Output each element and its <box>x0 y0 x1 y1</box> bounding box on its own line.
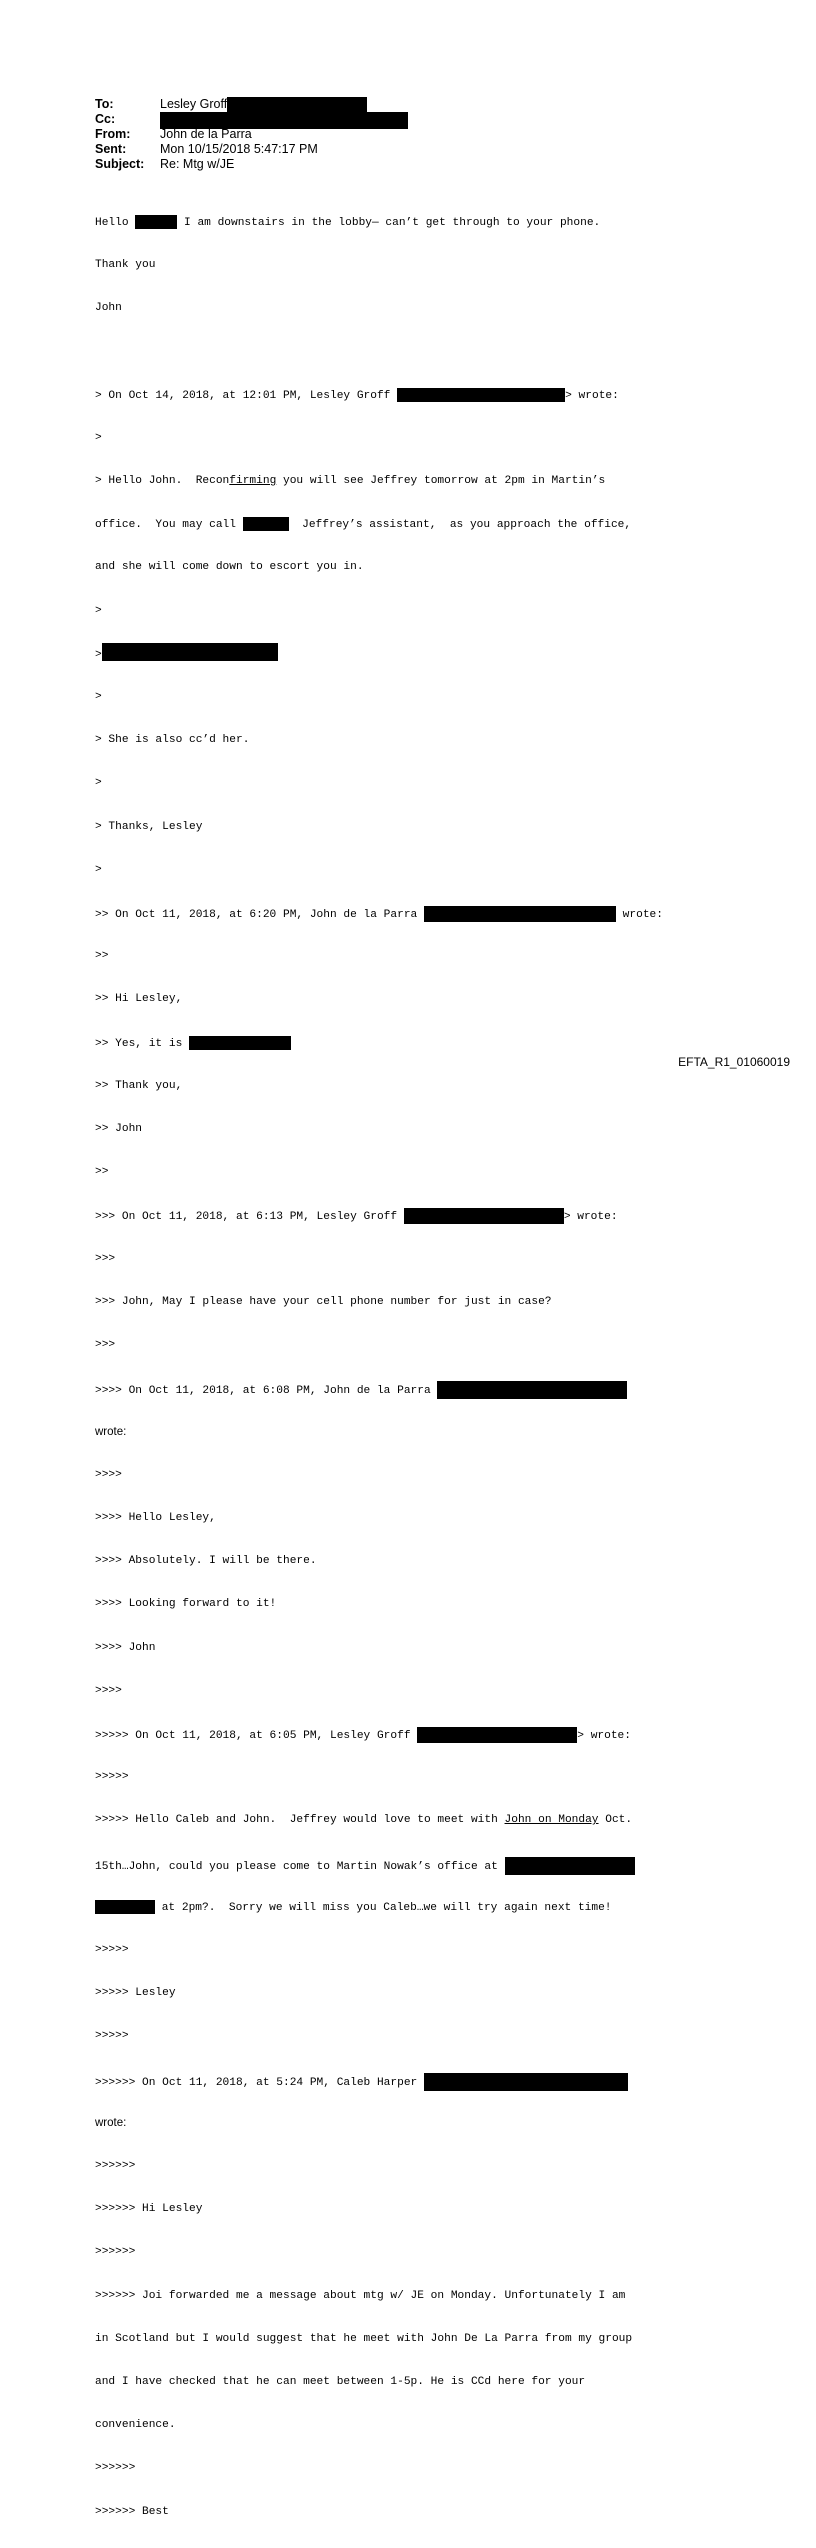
to-label: To: <box>95 97 114 111</box>
body-line: > <box>95 604 102 617</box>
body-text: >>>>> Hello Caleb and John. Jeffrey would love to meet with <box>95 1814 505 1827</box>
body-text: John on Monday <box>504 1814 599 1827</box>
body-line: John <box>95 302 122 315</box>
body-line: > <box>95 777 102 790</box>
body-text: > wrote: <box>563 1211 618 1224</box>
body-line: >>>>>> Joi forwarded me a message about mtg w/ JE on Monday. Unfortunately I am <box>95 2289 626 2302</box>
body-line: and she will come down to escort you in. <box>95 561 364 574</box>
body-line: >> Thank you, <box>95 1079 183 1092</box>
body-line: >>>> Absolutely. I will be there. <box>95 1555 317 1568</box>
body-line: wrote: <box>95 2116 127 2129</box>
body-text: > <box>95 648 102 661</box>
body-line: in Scotland but I would suggest that he meet with John De La Parra from my group <box>95 2332 633 2345</box>
body-line: >>>> Looking forward to it! <box>95 1598 277 1611</box>
body-line: convenience. <box>95 2419 176 2432</box>
body-line <box>95 388 663 402</box>
redaction <box>505 1857 635 1875</box>
to-name: Lesley Groff <box>160 97 228 111</box>
body-text: >> Yes, it is <box>95 1037 189 1050</box>
redaction <box>424 906 616 922</box>
body-line: and I have checked that he can meet between 1-5p. He is CCd here for your <box>95 2375 586 2388</box>
body-line <box>95 215 663 229</box>
body-line: >>> John, May I please have your cell phone number for just in case? <box>95 1295 552 1308</box>
redaction <box>404 1208 564 1224</box>
body-text: > wrote: <box>577 1729 631 1742</box>
blank-line <box>95 344 663 358</box>
redaction <box>102 643 278 661</box>
from-value: John de la Parra <box>160 127 252 141</box>
body-text: at 2pm?. Sorry we will miss you Caleb…we will try again next time! <box>155 1901 612 1914</box>
body-line: >>>>> <box>95 2030 129 2043</box>
document-id: EFTA_R1_01060019 <box>678 1055 790 1069</box>
to-value <box>160 97 367 112</box>
redaction <box>397 388 565 402</box>
from-label: From: <box>95 127 131 141</box>
body-text: >> On Oct 11, 2018, at 6:20 PM, John de la Parra <box>95 909 424 922</box>
body-line <box>95 2073 663 2087</box>
body-line: Thank you <box>95 259 156 272</box>
body-line <box>95 647 663 661</box>
body-text: 15th…John, could you please come to Martin Nowak’s office at <box>95 1860 505 1873</box>
subject-label: Subject: <box>95 157 145 171</box>
body-line <box>95 517 663 531</box>
body-text: >>>> On Oct 11, 2018, at 6:08 PM, John de la Parra <box>95 1385 438 1398</box>
body-text: you will see Jeffrey tomorrow at 2pm in Martin’s <box>276 475 606 488</box>
body-text: > On Oct 14, 2018, at 12:01 PM, Lesley Groff <box>95 389 398 402</box>
redaction <box>437 1381 627 1399</box>
body-text: wrote: <box>615 909 663 922</box>
redaction <box>189 1036 291 1050</box>
body-line: >>>>>> <box>95 2246 136 2259</box>
body-line <box>95 474 663 488</box>
body-line <box>95 1036 663 1050</box>
body-text: I am downstairs in the lobby— can’t get through to your phone. <box>177 216 601 229</box>
body-text: office. You may call <box>95 519 243 532</box>
body-line: >>>>>> Best <box>95 2505 169 2518</box>
body-line: >>> <box>95 1252 116 1265</box>
body-line <box>95 1381 663 1398</box>
body-line: wrote: <box>95 1425 127 1438</box>
subject-value: Re: Mtg w/JE <box>160 157 235 171</box>
body-text: Jeffrey’s assistant, as you approach the office, <box>288 519 632 532</box>
body-line: > She is also cc’d her. <box>95 734 250 747</box>
redaction <box>243 517 289 531</box>
body-line: >>>> <box>95 1684 122 1697</box>
body-line: >>>>> <box>95 1943 129 1956</box>
redaction <box>424 2073 628 2091</box>
body-line: >>>>> Lesley <box>95 1987 176 2000</box>
body-text: >>>>> On Oct 11, 2018, at 6:05 PM, Lesley Groff <box>95 1729 418 1742</box>
body-line: >> <box>95 1166 109 1179</box>
body-line: >>>>>> <box>95 2462 136 2475</box>
body-line: > Thanks, Lesley <box>95 820 203 833</box>
body-line: >>>>>> Hi Lesley <box>95 2203 203 2216</box>
sent-value: Mon 10/15/2018 5:47:17 PM <box>160 142 318 156</box>
body-line <box>95 1813 663 1827</box>
cc-label: Cc: <box>95 112 116 126</box>
sent-label: Sent: <box>95 142 127 156</box>
body-line <box>95 906 663 920</box>
body-line: > <box>95 863 102 876</box>
body-line: >>>> John <box>95 1641 156 1654</box>
email-body <box>95 186 663 2548</box>
body-line <box>95 1857 663 1871</box>
body-text: Oct. <box>598 1814 633 1827</box>
body-line <box>95 1727 663 1741</box>
body-text: >>>>>> On Oct 11, 2018, at 5:24 PM, Caleb Harper <box>95 2076 424 2089</box>
body-line: >> Hi Lesley, <box>95 993 183 1006</box>
body-line: > <box>95 691 102 704</box>
body-line <box>95 1900 663 1914</box>
redaction <box>417 1727 577 1743</box>
body-line: > <box>95 431 102 444</box>
body-text: >>> On Oct 11, 2018, at 6:13 PM, Lesley Groff <box>95 1211 404 1224</box>
redaction <box>95 1900 155 1914</box>
body-line: >>>>>> <box>95 2159 136 2172</box>
body-text: firming <box>229 475 277 488</box>
body-line: >>> <box>95 1339 116 1352</box>
body-text: > wrote: <box>565 389 619 402</box>
body-line <box>95 1208 663 1222</box>
body-line: >>>> Hello Lesley, <box>95 1511 216 1524</box>
body-line: >>>> <box>95 1468 122 1481</box>
redaction <box>135 215 177 229</box>
body-text: Hello <box>95 216 136 229</box>
redaction <box>227 97 367 112</box>
body-text: > Hello John. Recon <box>95 475 230 488</box>
body-line: >> <box>95 950 109 963</box>
body-line: >> John <box>95 1123 142 1136</box>
body-line: >>>>> <box>95 1771 129 1784</box>
